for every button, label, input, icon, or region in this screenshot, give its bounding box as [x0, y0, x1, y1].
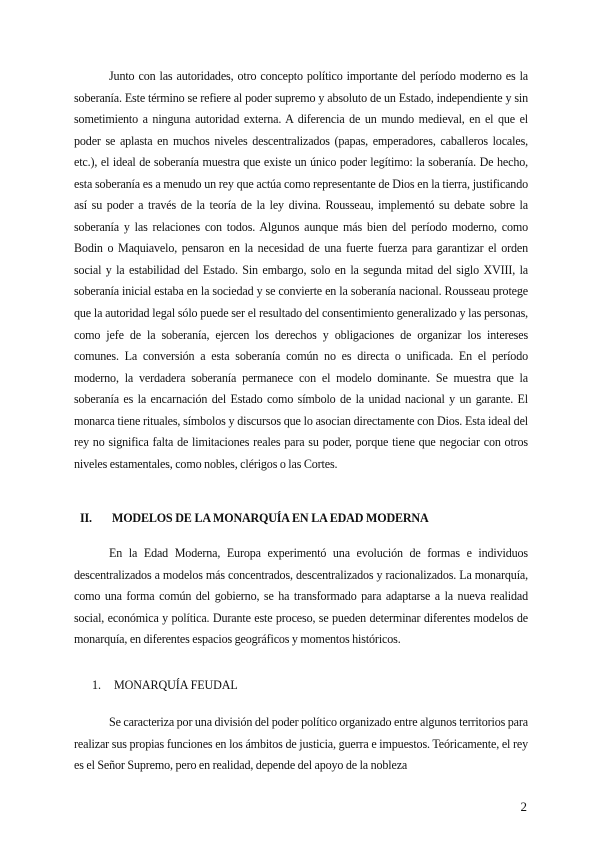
body-paragraph-monarchy-models: En la Edad Moderna, Europa experimentó una evolución de formas e individuos descentralizados a modelos más concentrados, descentralizados y racionalizados. La monarquía, como una forma común del gobierno, se ha transformado para adaptarse a la nueva realidad social, económica y política. Durante este proceso, se pueden determinar diferentes modelos de monarquía, en diferentes espacios geográficos y momentos históricos.	[74, 546, 528, 647]
section-heading-number: II.	[80, 511, 92, 525]
body-paragraph-sovereignty: Junto con las autoridades, otro concepto político importante del período moderno es la soberanía. Este término se refiere al poder supremo y absoluto de un Estado, independiente y sin sometimiento a ninguna autoridad externa. A diferencia de un mundo medieval, en el que el poder se aplasta en muchos niveles descentralizados (papas, emperadores, caballeros locales, etc.), el ideal de soberanía muestra que existe un único poder legítimo: la soberanía. De hecho, esta soberanía es a menudo un rey que actúa como representante de Dios en la tierra, justificando así su poder a través de la teoría de la ley divina. Rousseau, implementó su debate sobre la soberanía y las relaciones con todos. Algunos aunque más bien del período moderno, como Bodin o Maquiavelo, pensaron en la necesidad de una fuerte fuerza para garantizar el orden social y la estabilidad del Estado. Sin embargo, solo en la segunda mitad del siglo XVIII, la soberanía inicial estaba en la sociedad y se convierte en la soberanía nacional. Rousseau protege que la autoridad legal sólo puede ser el resultado del consentimiento generalizado y las personas, como jefe de la soberanía, ejercen los derechos y obligaciones de organizar los intereses comunes. La conversión a esta soberanía común no es directa o unificada. En el período moderno, la verdadera soberanía permanece con el modelo dominante. Se muestra que la soberanía es la encarnación del Estado como símbolo de la unidad nacional y un garante. El monarca tiene rituales, símbolos y discursos que lo asocian directamente con Dios. Esta ideal del rey no significa falta de limitaciones reales para su poder, porque tiene que negociar con otros niveles estamentales, como nobles, clérigos o las Cortes.	[74, 69, 528, 471]
subsection-heading-title: MONARQUÍA FEUDAL	[114, 678, 238, 692]
section-heading	[80, 508, 428, 528]
page-number: 2	[520, 799, 527, 814]
body-paragraph-feudal-monarchy: Se caracteriza por una división del poder político organizado entre algunos territorios para realizar sus propias funciones en los ámbitos de justicia, guerra e impuestos. Teóricamente, el rey es el Señor Supremo, pero en realidad, depende del apoyo de la nobleza	[74, 715, 528, 773]
section-heading-title: MODELOS DE LA MONARQUÍA EN LA EDAD MODERNA	[112, 511, 429, 525]
subsection-heading	[92, 675, 238, 695]
subsection-heading-number: 1.	[92, 678, 101, 692]
